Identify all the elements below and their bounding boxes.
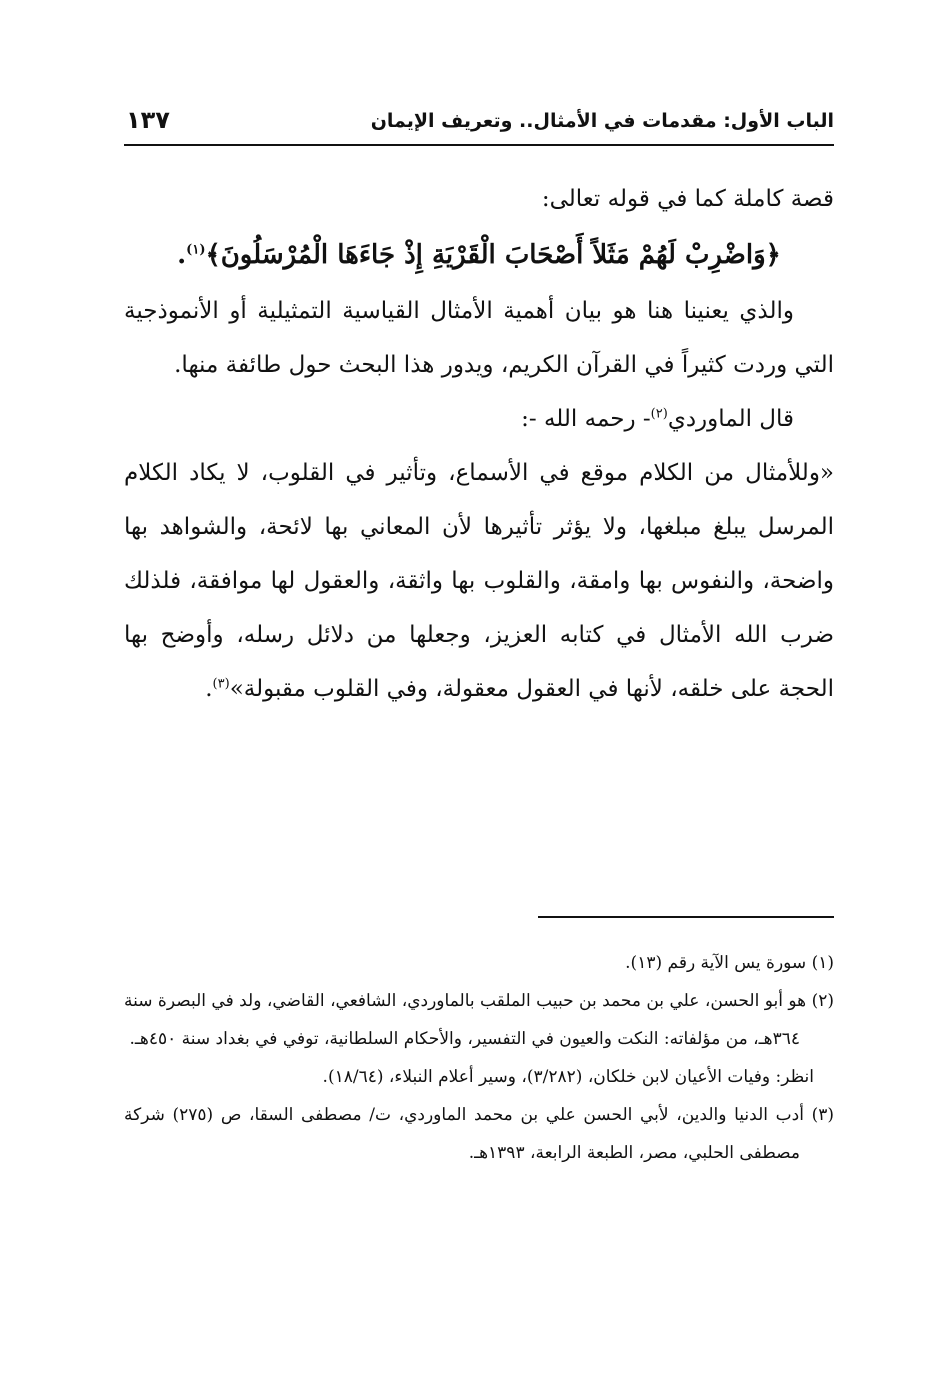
verse-tail: .: [177, 240, 187, 270]
footnote-2: (٢) هو أبو الحسن، علي بن محمد بن حبيب الملقب بالماوردي، الشافعي، القاضي، ولد في البصرة سنة ٣٦٤هـ، من مؤلفاته: النكت والعيون في التفسير، والأحكام السلطانية، توفي في بغداد سنة ٤٥٠هـ.: [124, 991, 834, 1049]
verse-text: ﴿وَاضْرِبْ لَهُمْ مَثَلاً أَصْحَابَ الْقَرْيَةِ إِذْ جَاءَهَا الْمُرْسَلُونَ﴾: [205, 240, 781, 270]
footnote-divider: [538, 916, 834, 918]
chapter-title: الباب الأول: مقدمات في الأمثال.. وتعريف الإيمان: [370, 110, 834, 132]
footnote-ref-3: (٣): [212, 676, 230, 692]
footnote-ref-2: (٢): [650, 406, 668, 422]
page-number: ١٣٧: [126, 106, 170, 134]
running-header: [124, 104, 834, 146]
quote-intro: [124, 392, 834, 446]
quran-verse: [124, 226, 834, 284]
quotation-tail: .: [205, 676, 213, 702]
footnote-1: (١) سورة يس الآية رقم (١٣).: [625, 953, 834, 973]
intro-line: قصة كاملة كما في قوله تعالى:: [541, 186, 834, 212]
quotation-text: «وللأمثال من الكلام موقع في الأسماع، وتأثير في القلوب، لا يكاد الكلام المرسل يبلغ مبلغها، ولا يؤثر تأثيرها لأن المعاني بها لائحة، والشواهد بها واضحة، والنفوس بها وامقة، والقلوب بها واثقة، والعقول لها موافقة، فلذلك ضرب الله الأمثال في كتابه العزيز، وجعلها من دلائل رسله، وأوضح بها الحجة على خلقه، لأنها في العقول معقولة، وفي القلوب مقبولة»: [124, 460, 834, 702]
footnote-2-reference: انظر: وفيات الأعيان لابن خلكان، (٣/٢٨٢)، وسير أعلام النبلاء، (١٨/٦٤).: [322, 1067, 814, 1087]
footnotes: [124, 944, 834, 1172]
footnote-ref-1: (١): [186, 242, 206, 258]
quote-intro-a: قال الماوردي: [667, 406, 794, 432]
paragraph-1: والذي يعنينا هنا هو بيان أهمية الأمثال القياسية التمثيلية أو الأنموذجية التي وردت كثيراً في القرآن الكريم، ويدور هذا البحث حول طائفة منها.: [124, 298, 834, 378]
footnote-3: (٣) أدب الدنيا والدين، لأبي الحسن علي بن محمد الماوردي، ت/ مصطفى السقا، ص (٢٧٥) شركة مصطفى الحلبي، مصر، الطبعة الرابعة، ١٣٩٣هـ.: [124, 1105, 834, 1163]
main-text: [124, 172, 834, 716]
quote-intro-b: - رحمه الله -:: [521, 406, 651, 432]
quotation: [124, 446, 834, 716]
